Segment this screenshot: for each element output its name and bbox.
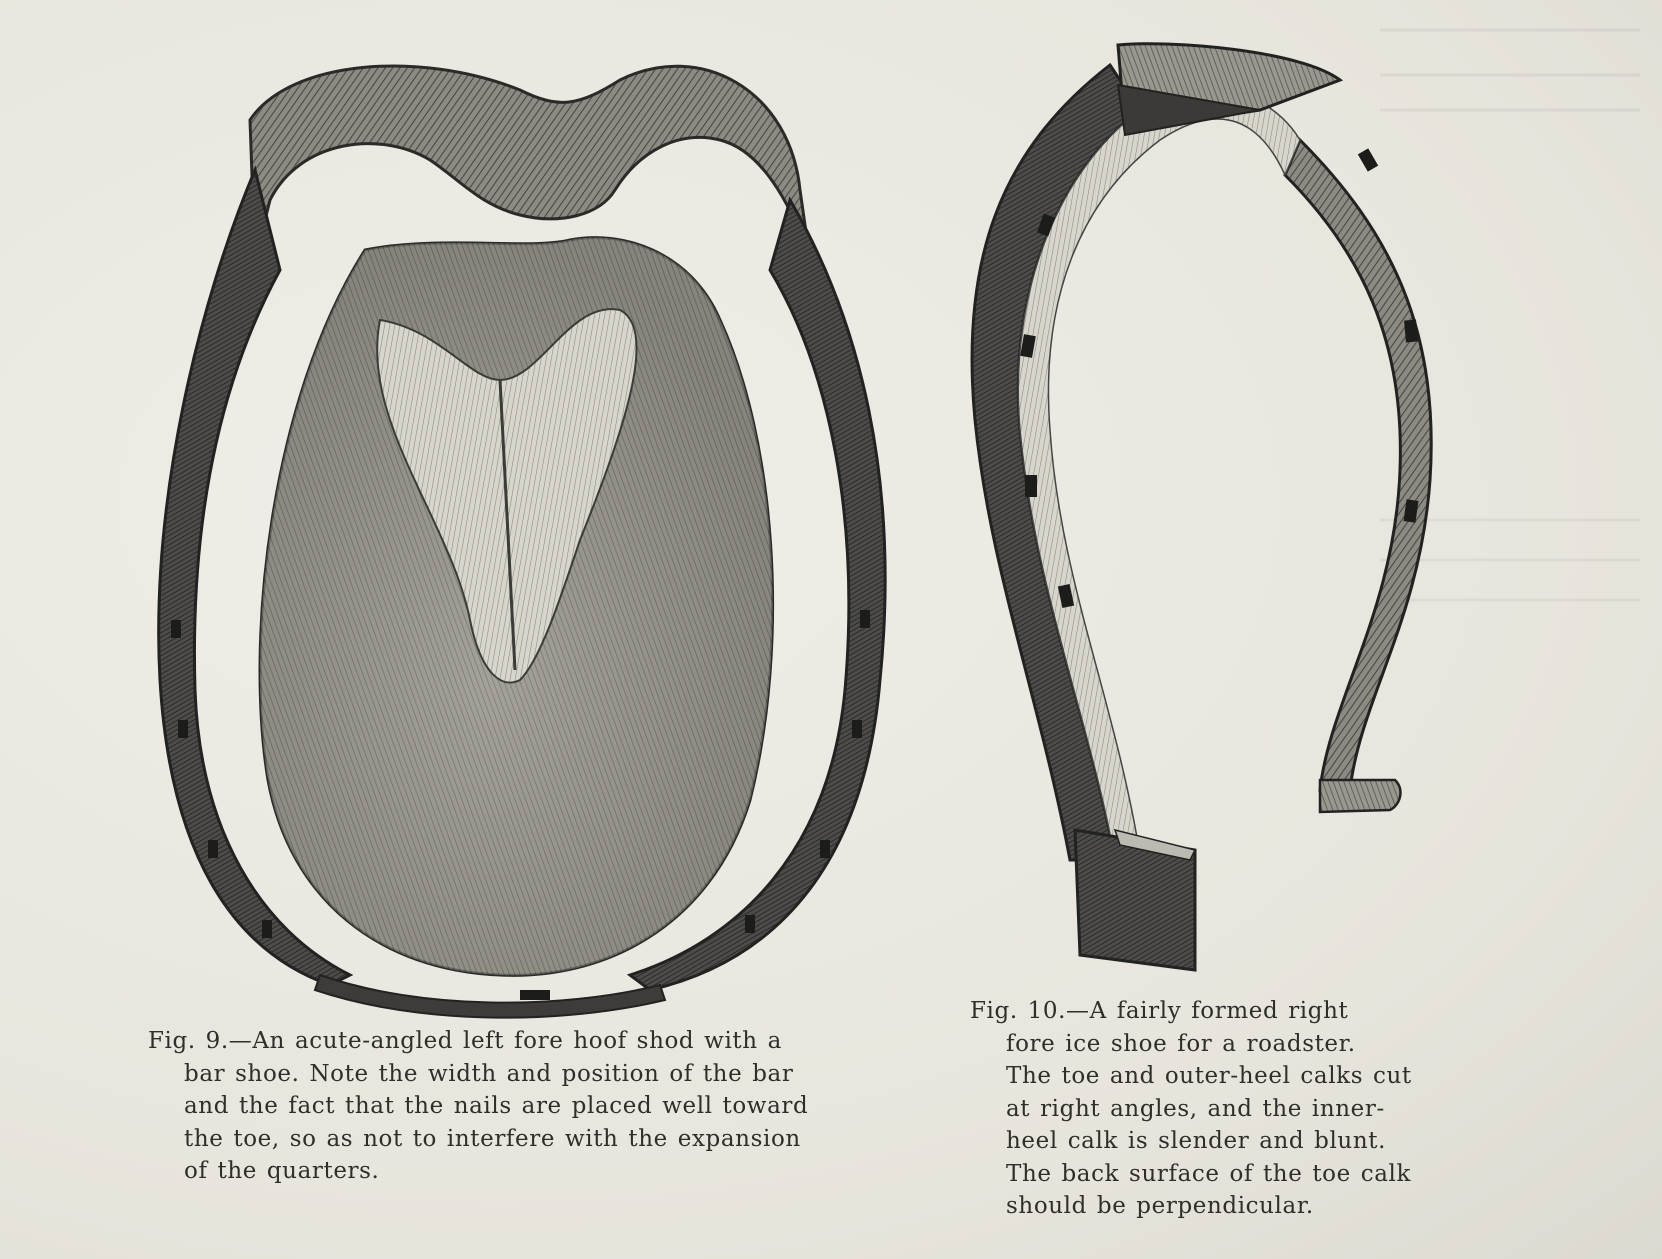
caption-line: the toe, so as not to interfere with the expansion — [184, 1125, 801, 1152]
caption-line: heel calk is slender and blunt. — [1006, 1128, 1387, 1154]
bar-shoe-bar — [250, 66, 810, 260]
caption-line: The back surface of the toe calk — [1006, 1160, 1412, 1187]
caption-line: Fig. 9.—An acute-angled left fore hoof shod with a — [148, 1028, 782, 1054]
caption-line: bar shoe. Note the width and position of the bar — [184, 1060, 794, 1087]
figure-10-caption — [970, 995, 1475, 1223]
ice-shoe-inner-branch — [1285, 140, 1431, 790]
caption-line: at right angles, and the inner- — [1006, 1095, 1385, 1122]
caption-line: The toe and outer-heel calks cut — [1006, 1063, 1412, 1089]
figure-9-caption — [148, 1025, 908, 1188]
shoe-toe — [315, 975, 665, 1018]
inner-heel-calk — [1320, 780, 1400, 812]
caption-line: of the quarters. — [184, 1158, 380, 1184]
caption-line: should be perpendicular. — [1006, 1193, 1314, 1219]
caption-line: and the fact that the nails are placed well toward — [184, 1093, 809, 1119]
caption-line: fore ice shoe for a roadster. — [1006, 1030, 1356, 1057]
figure-10-illustration — [972, 44, 1431, 970]
figure-9-illustration — [159, 66, 885, 1018]
caption-line: Fig. 10.—A fairly formed right — [970, 998, 1349, 1024]
